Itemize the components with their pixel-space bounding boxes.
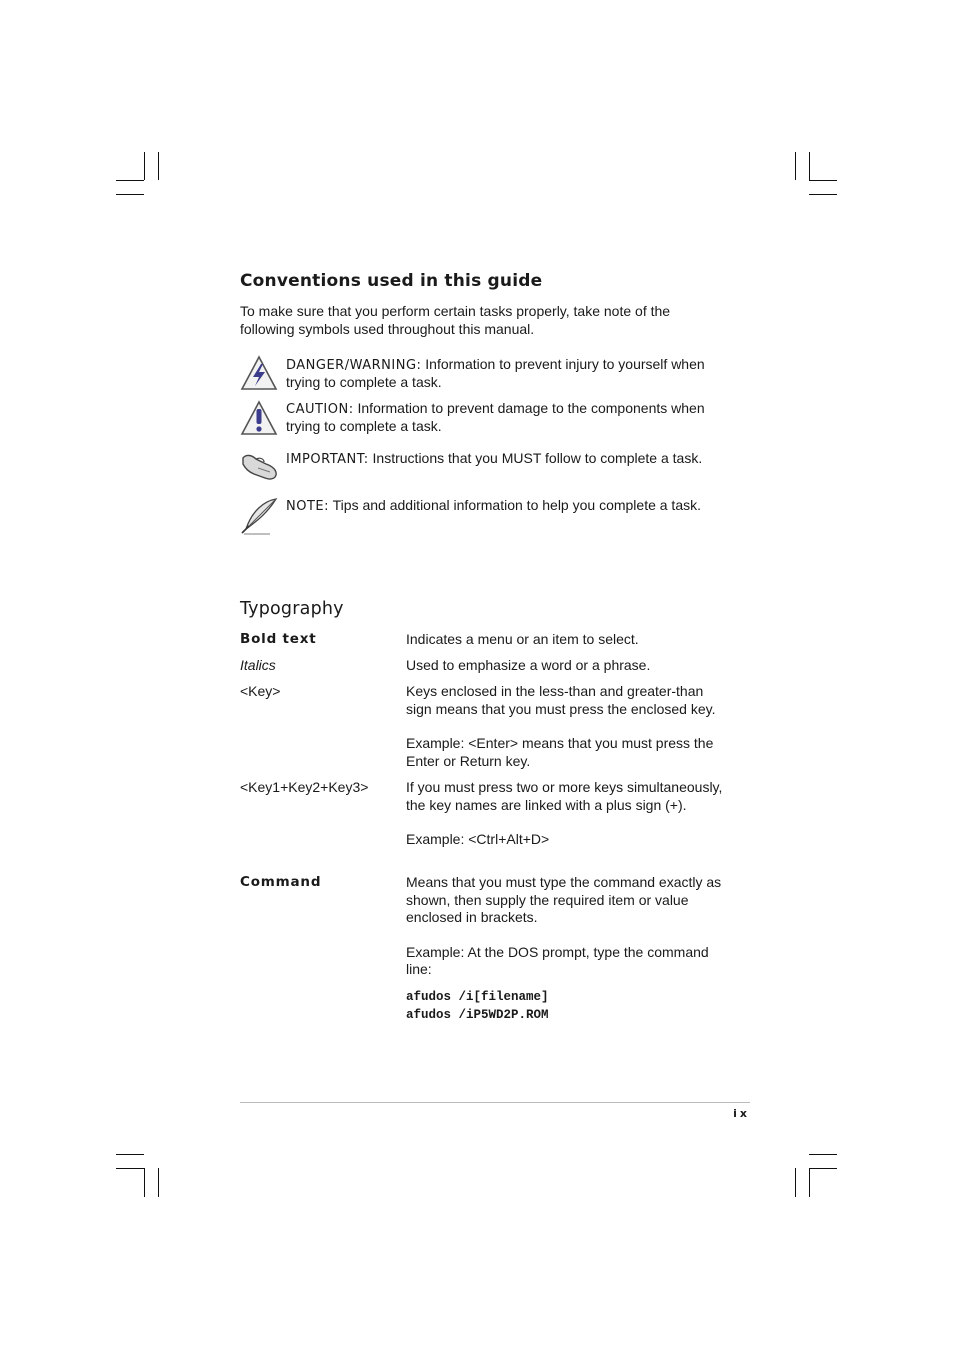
typography-term: Command (240, 874, 322, 890)
crop-mark (809, 180, 837, 181)
crop-mark (158, 152, 159, 180)
caution-icon (240, 400, 280, 440)
crop-mark (116, 1154, 144, 1155)
typography-description: Keys enclosed in the less-than and greater-than sign means that you must press the enclosed key. Example: <Enter> means that you must press the Enter or Return key. (406, 683, 716, 769)
note-label: NOTE: (286, 499, 329, 514)
crop-mark (116, 180, 144, 181)
crop-mark (144, 152, 145, 180)
typography-description: Used to emphasize a word or a phrase. (406, 657, 651, 673)
note-label: DANGER/WARNING: (286, 358, 422, 373)
page-number: ix (733, 1107, 750, 1120)
crop-mark (809, 1154, 837, 1155)
note-important (240, 450, 710, 490)
note-text: Information to prevent injury to yourself when trying to complete a task. (286, 356, 705, 390)
note-note (240, 497, 710, 537)
crop-mark (809, 1168, 837, 1169)
command-example: afudos /iP5WD2P.ROM (406, 1007, 549, 1022)
intro-paragraph: To make sure that you perform certain tasks properly, take note of the following symbols used throughout this manual. (240, 303, 671, 337)
typography-description: If you must press two or more keys simultaneously, the key names are linked with a plus sign (+). Example: <Ctrl+Alt+D> (406, 779, 723, 847)
crop-mark (809, 194, 837, 195)
note-quill-icon (240, 497, 280, 537)
note-text: Tips and additional information to help you complete a task. (332, 497, 702, 513)
typography-term: Italics (240, 657, 276, 673)
note-text: Instructions that you MUST follow to complete a task. (372, 450, 703, 466)
note-text: Information to prevent damage to the components when trying to complete a task. (286, 400, 705, 434)
note-label: IMPORTANT: (286, 452, 369, 467)
section-title-typography: Typography (240, 599, 344, 619)
crop-mark (116, 194, 144, 195)
note-danger-warning (240, 355, 710, 395)
crop-mark (809, 1168, 810, 1197)
note-label: CAUTION: (286, 402, 354, 417)
crop-mark (158, 1168, 159, 1197)
important-hand-icon (240, 450, 280, 490)
crop-mark (116, 1168, 144, 1169)
footer-rule (240, 1102, 750, 1103)
typography-term: <Key> (240, 683, 281, 699)
note-caution (240, 400, 710, 440)
typography-description: Means that you must type the command exactly as shown, then supply the required item or value enclosed in brackets. Example: At the DOS prompt, type the command line: afudos /i[filename] afudos /iP5WD2P.ROM (406, 874, 726, 1024)
typography-description: Indicates a menu or an item to select. (406, 631, 639, 647)
command-example: afudos /i[filename] (406, 989, 549, 1004)
section-title-conventions: Conventions used in this guide (240, 271, 543, 291)
crop-mark (809, 152, 810, 180)
crop-mark (795, 1168, 796, 1197)
crop-mark (795, 152, 796, 180)
typography-term: <Key1+Key2+Key3> (240, 779, 369, 795)
crop-mark (144, 1168, 145, 1197)
danger-warning-icon (240, 355, 280, 395)
typography-term: Bold text (240, 631, 317, 647)
